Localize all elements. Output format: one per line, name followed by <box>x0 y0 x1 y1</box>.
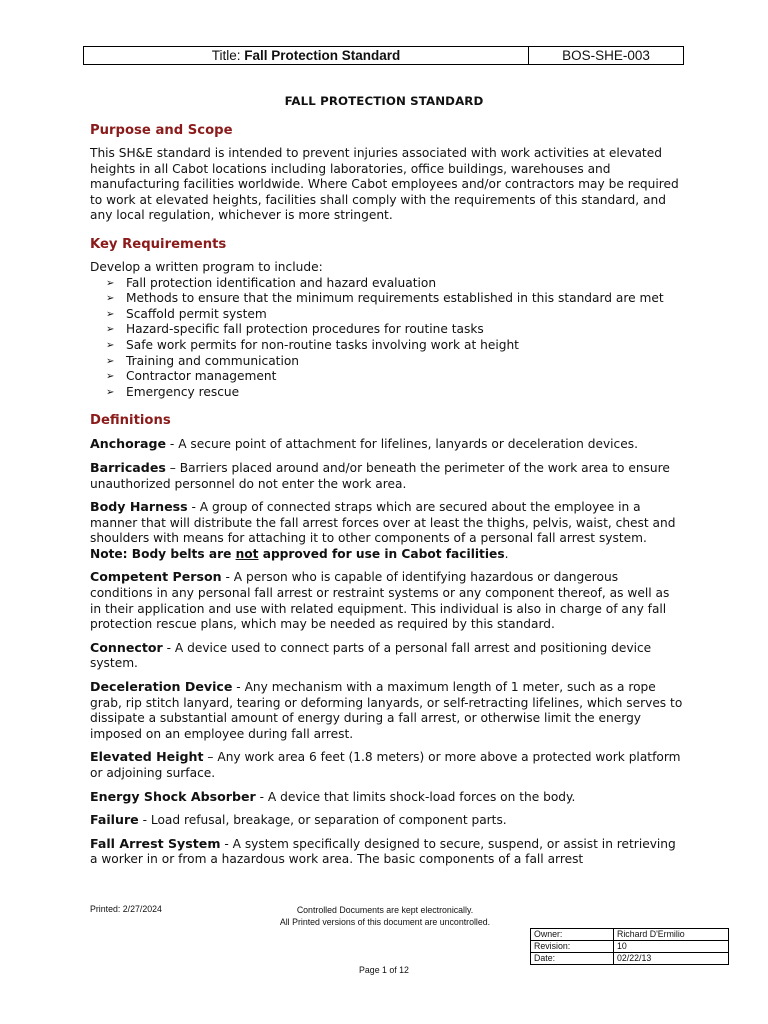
key-requirements-heading: Key Requirements <box>90 236 227 252</box>
arrow-bullet-icon: ➢ <box>106 308 115 320</box>
purpose-text: This SH&E standard is intended to prevent injuries associated with work activities at elevated heights in all Cabot locations including laboratories, office buildings, warehouses and manufacturing facilities worldwide. Where Cabot employees and/or contractors may be required to work at elevated heights, facilities shall comply with the requirements of this standard, and any local regulation, whichever is more stringent. <box>90 146 679 223</box>
table-row: Revision: 10 <box>531 941 729 953</box>
definition-competent-person: Competent Person - A person who is capable of identifying hazardous or dangerous conditions in any personal fall arrest or restraint systems or any component thereof, as well as in their application and use with related equipment. This individual is also in charge of any fall protection rescue plans, which may be needed as required by this standard. <box>90 569 670 632</box>
definition-fall-arrest-system: Fall Arrest System - A system specifically designed to secure, suspend, or assist in retrieving a worker in or from a hazardous work area. The basic components of a fall arrest <box>90 835 676 867</box>
arrow-bullet-icon: ➢ <box>106 324 115 336</box>
table-row: Owner: Richard D'Ermilio <box>531 929 729 941</box>
definition-barricades: Barricades – Barriers placed around and/or beneath the perimeter of the work area to ensure unauthorized personnel do not enter the work area. <box>90 459 670 491</box>
purpose-section <box>90 122 684 224</box>
document-title: Fall Protection Standard <box>244 48 401 63</box>
definition-anchorage: Anchorage - A secure point of attachment for lifelines, lanyards or deceleration devices. <box>90 436 638 452</box>
definitions-section <box>90 412 684 868</box>
definition-deceleration-device: Deceleration Device - Any mechanism with a maximum length of 1 meter, such as a rope grab, rip stitch lanyard, tearing or deforming lanyards, or self-retracting lifelines, which serves to dissipate a substantial amount of energy during a fall arrest, or otherwise limit the energy imposed on an employee during fall arrest. <box>90 679 683 741</box>
document-code: BOS-SHE-003 <box>562 48 650 63</box>
document-body <box>90 122 684 875</box>
title-cell <box>84 47 529 64</box>
list-item: ➢ Training and communication <box>106 353 300 368</box>
body-belt-note: Note: Body belts are not approved for use in Cabot facilities <box>90 546 505 561</box>
list-item: ➢ Safe work permits for non-routine tasks involving work at height <box>106 337 519 352</box>
definition-elevated-height: Elevated Height – Any work area 6 feet (1.8 meters) or more above a protected work platform or adjoining surface. <box>90 749 681 780</box>
page-number: Page 1 of 12 <box>359 965 409 975</box>
key-requirements-intro: Develop a written program to include: <box>90 259 323 274</box>
list-item: ➢ Hazard-specific fall protection procedures for routine tasks <box>106 322 484 337</box>
document-heading: FALL PROTECTION STANDARD <box>284 94 484 108</box>
definition-energy-shock-absorber: Energy Shock Absorber - A device that limits shock-load forces on the body. <box>90 788 576 804</box>
definition-body-harness: Body Harness - A group of connected straps which are secured about the employee in a manner that will distribute the fall arrest forces over at least the thighs, pelvis, waist, chest and shoulders with means for attaching it to other components of a personal fall arrest system. Note: Body belts are not approved for use in Cabot facilities. <box>90 499 676 561</box>
document-meta-table <box>530 928 729 965</box>
definition-failure: Failure - Load refusal, breakage, or separation of component parts. <box>90 812 507 828</box>
arrow-bullet-icon: ➢ <box>106 355 115 367</box>
definitions-heading: Definitions <box>90 413 171 429</box>
purpose-heading: Purpose and Scope <box>90 123 233 138</box>
title-prefix: Title: <box>211 48 245 63</box>
arrow-bullet-icon: ➢ <box>106 339 115 351</box>
requirements-list <box>90 276 684 401</box>
list-item: ➢ Contractor management <box>106 369 277 384</box>
table-row: Date: 02/22/13 <box>531 953 729 965</box>
printed-date: Printed: 2/27/2024 <box>90 904 162 914</box>
list-item: ➢ Fall protection identification and hazard evaluation <box>106 275 437 290</box>
key-requirements-section <box>90 236 684 400</box>
arrow-bullet-icon: ➢ <box>106 293 115 305</box>
arrow-bullet-icon: ➢ <box>106 277 115 289</box>
list-item: ➢ Methods to ensure that the minimum requirements established in this standard are met <box>106 291 664 306</box>
title-bar <box>83 46 684 65</box>
list-item: ➢ Emergency rescue <box>106 384 240 399</box>
arrow-bullet-icon: ➢ <box>106 386 115 398</box>
arrow-bullet-icon: ➢ <box>106 371 115 383</box>
list-item: ➢ Scaffold permit system <box>106 306 267 321</box>
controlled-notice: Controlled Documents are kept electronically. All Printed versions of this document are uncontrolled. <box>279 905 491 927</box>
definition-connector: Connector - A device used to connect parts of a personal fall arrest and positioning device system. <box>90 639 652 671</box>
